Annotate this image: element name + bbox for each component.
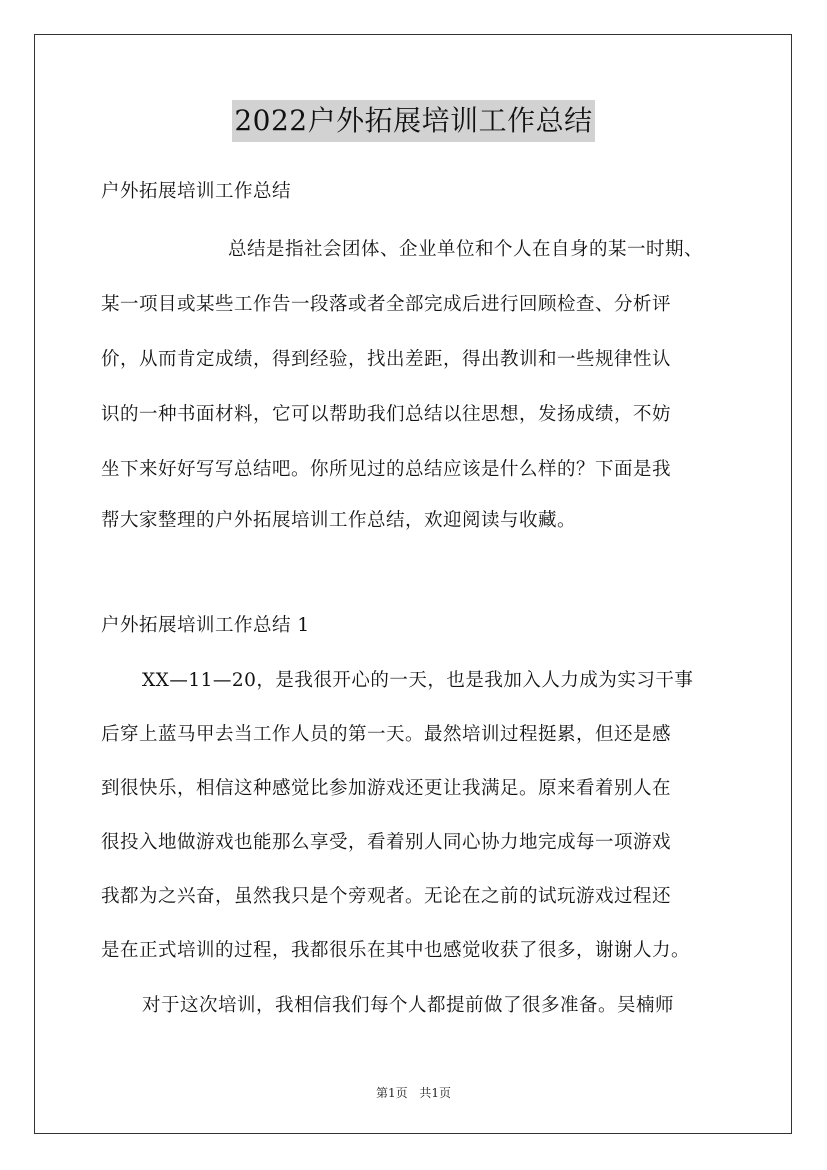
paragraph-line: 很投入地做游戏也能那么享受，看着别人同心协力地完成每一项游戏 <box>101 832 672 853</box>
intro-line: 某一项目或某些工作告一段落或者全部完成后进行回顾检查、分析评 <box>101 294 672 315</box>
document-subtitle: 户外拓展培训工作总结 <box>101 181 292 202</box>
page-number: 第1页 <box>375 1086 408 1100</box>
intro-line: 坐下来好好写写总结吧。你所见过的总结应该是什么样的？下面是我 <box>101 459 672 480</box>
paragraph-line: 对于这次培训，我相信我们每个人都提前做了很多准备。吴楠师 <box>142 995 675 1016</box>
intro-line: 识的一种书面材料，它可以帮助我们总结以往思想，发扬成绩，不妨 <box>101 404 672 425</box>
paragraph-line: XX—11—20，是我很开心的一天，也是我加入人力成为实习干事 <box>142 670 694 691</box>
paragraph-line: 后穿上蓝马甲去当工作人员的第一天。最然培训过程挺累，但还是感 <box>101 724 672 745</box>
paragraph-line: 到很快乐，相信这种感觉比参加游戏还更让我满足。原来看着别人在 <box>101 778 672 799</box>
paragraph-line: 我都为之兴奋，虽然我只是个旁观者。无论在之前的试玩游戏过程还 <box>101 886 672 907</box>
document-title: 2022户外拓展培训工作总结 <box>232 100 594 142</box>
paragraph-line: 是在正式培训的过程，我都很乐在其中也感觉收获了很多，谢谢人力。 <box>101 940 691 961</box>
page-total: 共1页 <box>419 1086 452 1100</box>
section-heading: 户外拓展培训工作总结 1 <box>101 615 310 636</box>
intro-line: 总结是指社会团体、企业单位和个人在自身的某一时期、 <box>228 239 704 260</box>
title-container <box>0 100 827 142</box>
intro-line: 价，从而肯定成绩，得到经验，找出差距，得出教训和一些规律性认 <box>101 349 672 370</box>
intro-line: 帮大家整理的户外拓展培训工作总结，欢迎阅读与收藏。 <box>101 510 577 531</box>
page-footer <box>0 1084 827 1101</box>
